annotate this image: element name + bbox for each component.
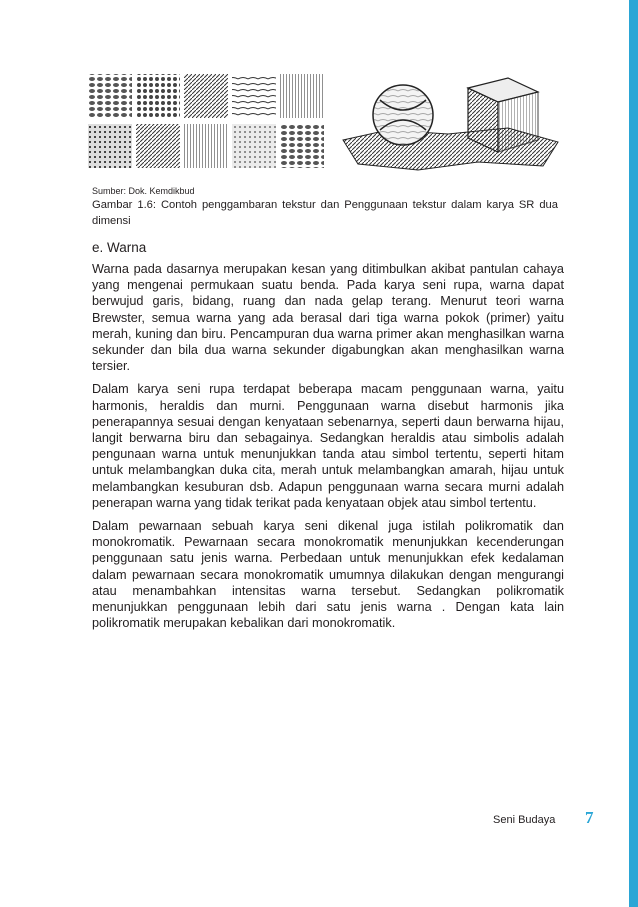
texture-thumb: [184, 124, 228, 168]
texture-thumb: [88, 74, 132, 118]
paragraph: Dalam karya seni rupa terdapat beberapa macam penggunaan warna, yaitu harmonis, heraldis dan murni. Penggunaan warna disebut harmonis jika penerapannya sesuai dengan kenyataan sebenarnya, seperti daun berwarna hijau, langit berwarna biru dan sebagainya. Sedangkan heraldis atau simbolis adalah pengunaan warna untuk menunjukkan tanda atau simbol tertentu, seperti hitam untuk melambangkan duka cita, merah untuk melambangkan amarah, hijau untuk melambangkan kesuburan dsb. Adapun penggunaan warna secara murni adalah penerapan warna yang tidak terikat pada kenyataan objek atau simbol tertentu.: [92, 382, 564, 510]
footer-book-title: Seni Budaya: [493, 814, 556, 826]
section-heading: e. Warna: [92, 240, 147, 255]
paragraph: Dalam pewarnaan sebuah karya seni dikenal juga istilah polikromatik dan monokromatik. Pewarnaan secara monokromatik menunjukkan kecenderungan penggunaan satu jenis warna. Perbedaan untuk menunjukkan efek kedalaman dalam pewarnaan secara monokromatik umumnya dilakukan dengan mengurangi atau menambahkan intensitas warna tersebut. Sedangkan polikromatik menunjukkan penggunaan lebih dari satu jenis warna . Dengan kata lain polikromatik merupakan kebalikan dari monokromatik.: [92, 519, 564, 631]
still-life-drawing: [343, 78, 558, 170]
figure-caption: Gambar 1.6: Contoh penggambaran tekstur dan Penggunaan tekstur dalam karya SR dua dimensi: [92, 199, 558, 227]
paragraph: Warna pada dasarnya merupakan kesan yang ditimbulkan akibat pantulan cahaya yang mengenai permukaan suatu benda. Pada karya seni rupa, warna dapat berwujud garis, bidang, ruang dan nada gelap terang. Menurut teori warna Brewster, semua warna yang ada berasal dari tiga warna pokok (primer) yaitu merah, kuning dan biru. Pencampuran dua warna primer akan menghasilkan warna sekunder dan bila dua warna sekunder digabungkan akan menghasilkan warna tersier.: [92, 262, 564, 374]
page-edge-stripe: [629, 0, 638, 907]
section-body: [92, 261, 564, 638]
page-number: 7: [585, 808, 594, 827]
figure-source: Sumber: Dok. Kemdikbud: [92, 186, 195, 196]
texture-thumb: [88, 124, 132, 168]
texture-thumb: [280, 74, 324, 118]
texture-thumb: [280, 124, 324, 168]
texture-drawing-examples: [88, 70, 568, 178]
texture-thumb: [232, 74, 276, 118]
texture-thumb: [184, 74, 228, 118]
texture-thumb: [232, 124, 276, 168]
texture-thumb: [136, 124, 180, 168]
texture-thumb: [136, 74, 180, 118]
texture-figure: [88, 70, 568, 178]
